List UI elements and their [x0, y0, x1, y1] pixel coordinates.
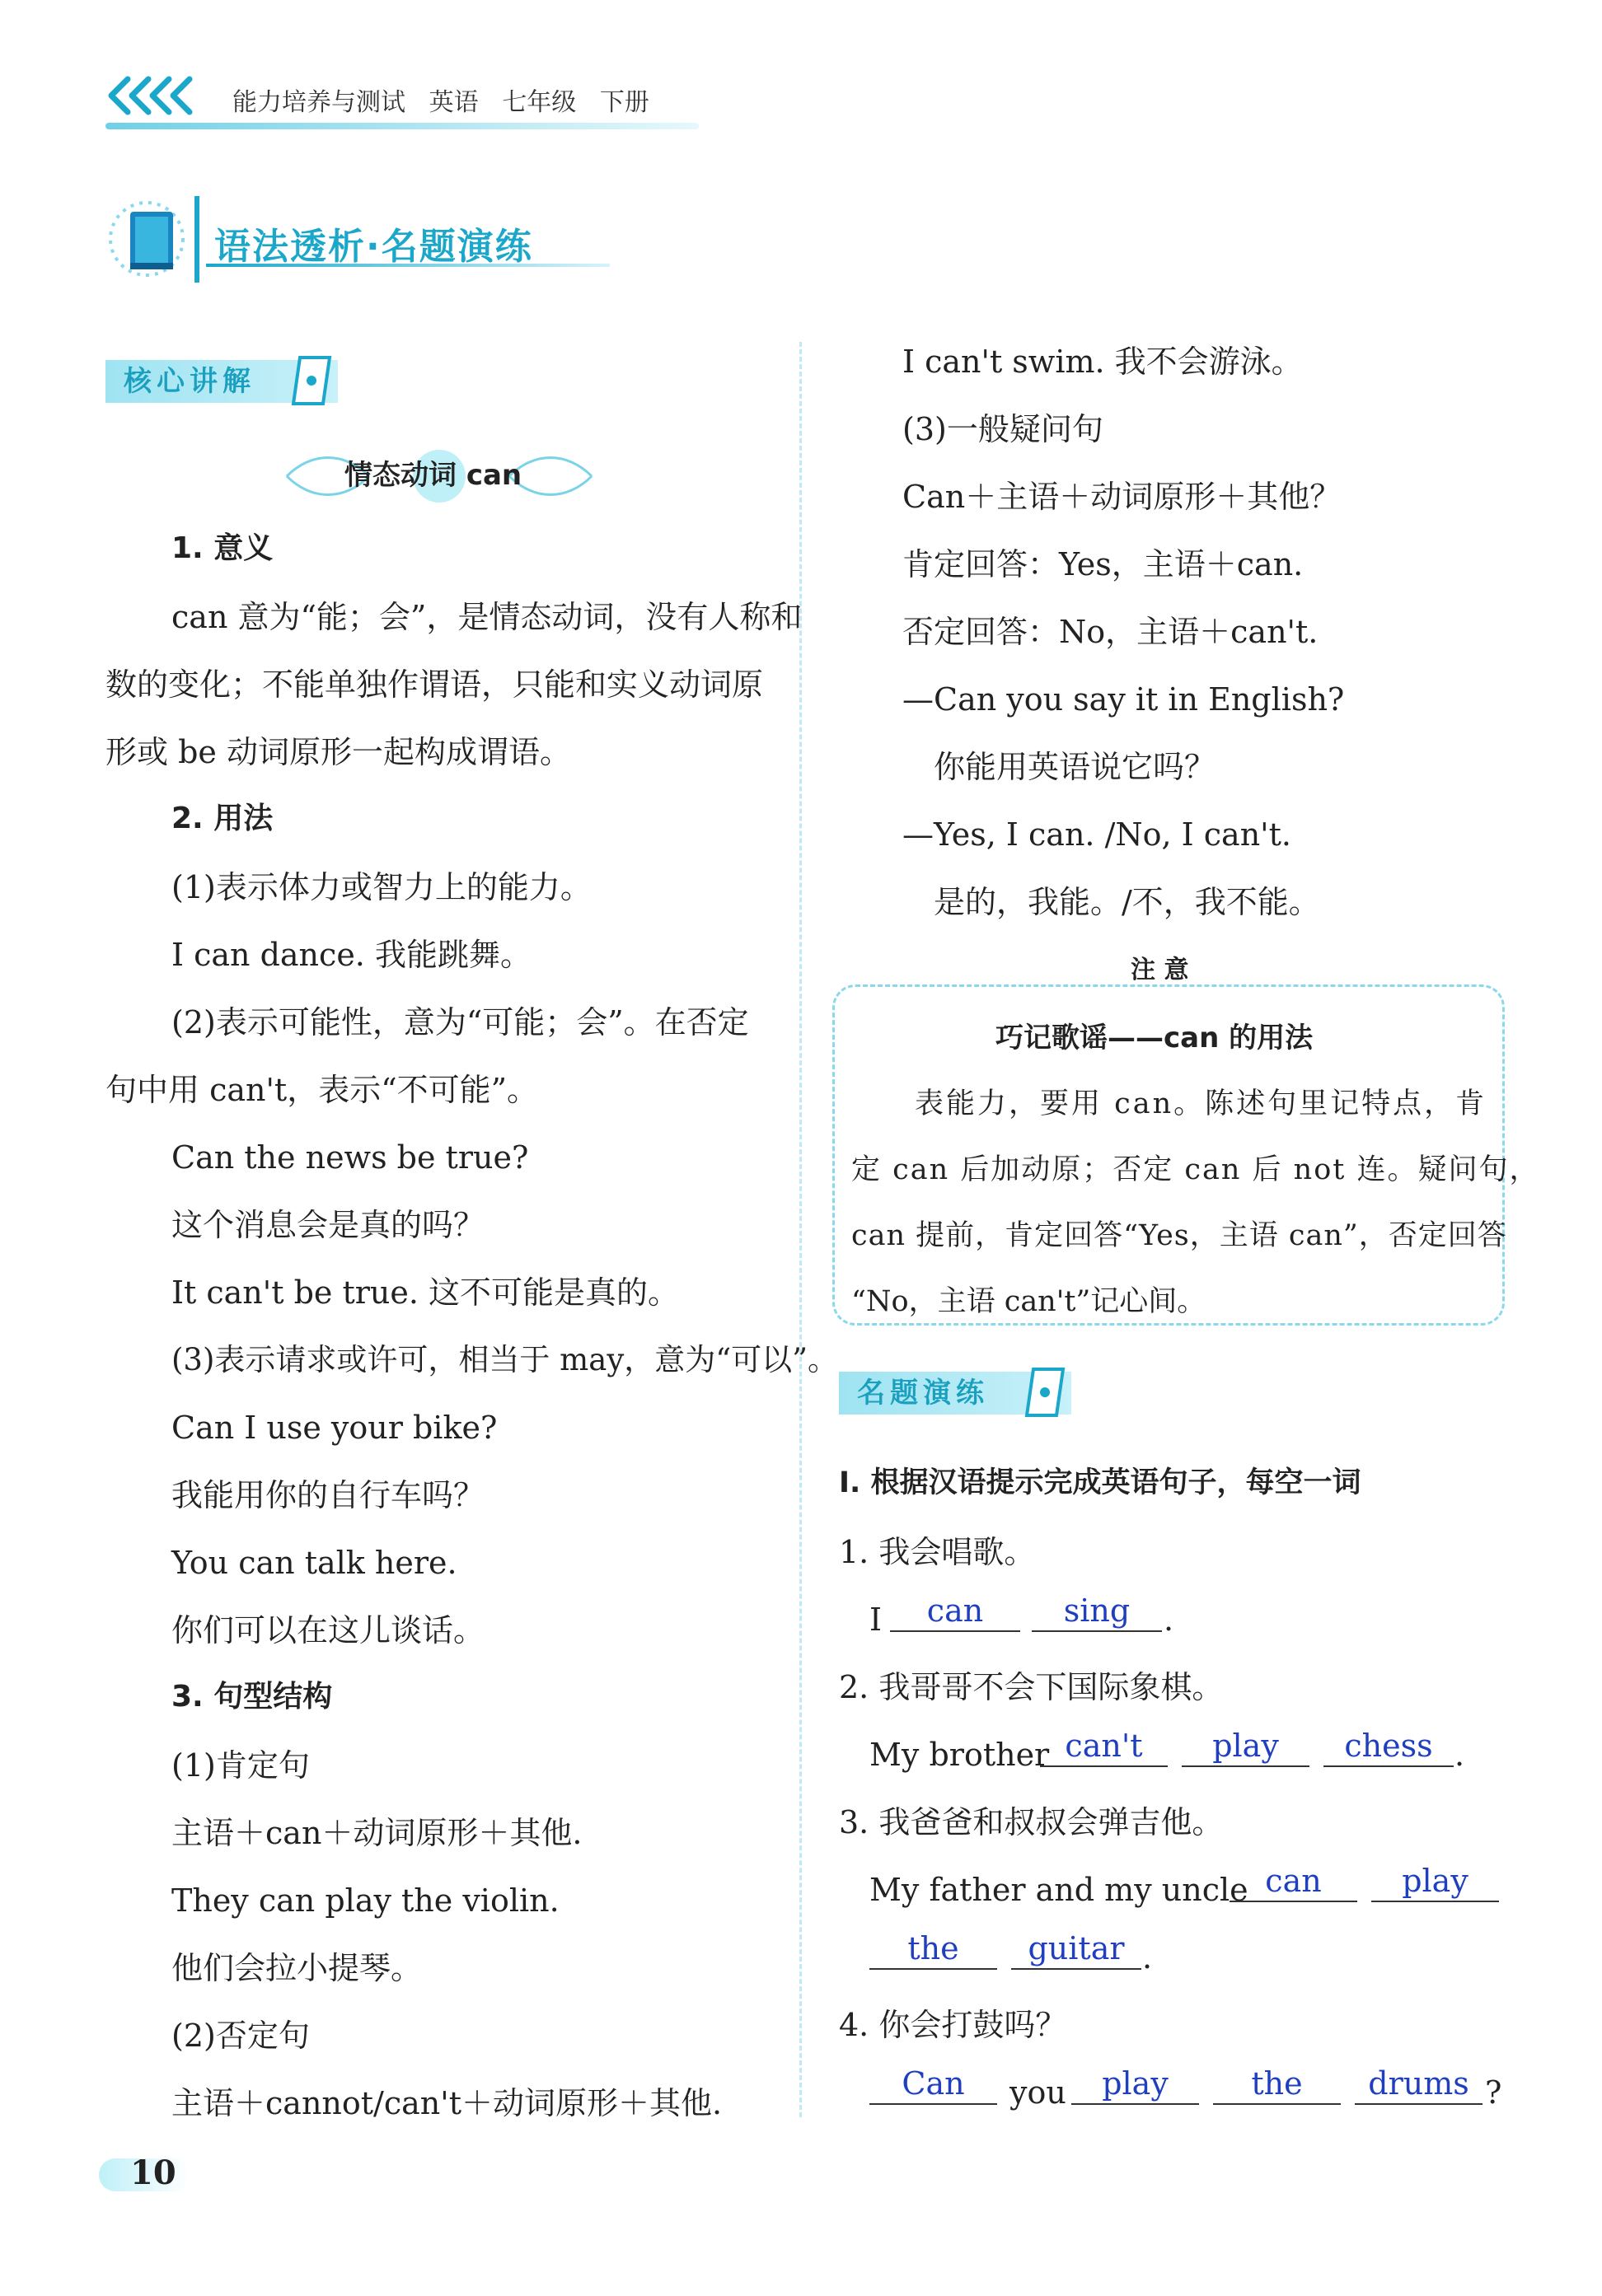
usage-2-line-2: 句中用 can't，表示“不可能”。 — [105, 1072, 539, 1108]
usage-3: (3)表示请求或许可，相当于 may，意为“可以”。 — [171, 1342, 839, 1377]
q4-blank-1[interactable]: Can — [869, 2067, 997, 2105]
structure-1-example-2: 他们会拉小提琴。 — [171, 1950, 423, 1986]
q1-blank-1[interactable]: can — [890, 1594, 1020, 1632]
note-title: 巧记歌谣——can 的用法 — [995, 1022, 1314, 1054]
section-title: 语法透析·名题演练 — [214, 226, 533, 268]
q3-blank-1[interactable]: can — [1230, 1864, 1357, 1902]
header-chevrons-icon — [103, 72, 210, 122]
grade: 七年级 — [502, 88, 577, 117]
dialog-answer: —Yes, I can. /No, I can't. — [902, 816, 1291, 853]
note-label: 注 意 — [1131, 956, 1189, 984]
q1-prompt: 1. 我会唱歌。 — [839, 1534, 1036, 1570]
book-title: 能力培养与测试 — [232, 88, 405, 117]
note-line-1: 表能力，要用 can。陈述句里记特点，肯 — [915, 1087, 1487, 1120]
usage-3-example-1: Can I use your bike? — [171, 1410, 498, 1446]
q2-prompt: 2. 我哥哥不会下国际象棋。 — [839, 1669, 1224, 1705]
q3-blank-4[interactable]: guitar — [1011, 1932, 1141, 1970]
tag-bookmark-icon — [288, 354, 335, 410]
q4-prompt: 4. 你会打鼓吗？ — [839, 2007, 1067, 2043]
topic-title: 情态动词 can — [344, 459, 522, 492]
question-heading: (3)一般疑问句 — [902, 411, 1103, 447]
q4-blank-2[interactable]: play — [1071, 2067, 1199, 2105]
positive-answer: 肯定回答：Yes，主语＋can. — [902, 546, 1304, 582]
q4-middle: you — [1009, 2074, 1066, 2111]
usage-2-example-1: Can the news be true? — [171, 1139, 529, 1176]
question-formula: Can＋主语＋动词原形＋其他？ — [902, 479, 1342, 515]
subject: 英语 — [429, 88, 479, 117]
usage-3-example-3: You can talk here. — [171, 1545, 457, 1581]
core-explanation-label: 核心讲解 — [124, 365, 255, 398]
page-number: 10 — [130, 2153, 176, 2192]
q2-prefix: My brother — [869, 1737, 1050, 1773]
heading-meaning: 1. 意义 — [171, 531, 274, 565]
usage-2-line-1: (2)表示可能性，意为“可能；会”。在否定 — [171, 1004, 749, 1040]
q4-question-mark: ? — [1485, 2074, 1502, 2111]
usage-3-example-4: 你们可以在这儿谈话。 — [171, 1612, 485, 1648]
book-icon — [105, 194, 196, 288]
q3-blank-3[interactable]: the — [869, 1932, 997, 1970]
meaning-line-3: 形或 be 动词原形一起构成谓语。 — [105, 734, 571, 770]
header-title — [232, 82, 649, 118]
q4-blank-3[interactable]: the — [1213, 2067, 1341, 2105]
q3-blank-2[interactable]: play — [1371, 1864, 1499, 1902]
q2-period: . — [1454, 1737, 1465, 1773]
note-line-3: can 提前，肯定回答“Yes，主语 can”，否定回答 — [851, 1219, 1507, 1252]
q2-blank-1[interactable]: can't — [1040, 1729, 1168, 1767]
note-line-4: “No，主语 can't”记心间。 — [851, 1285, 1206, 1318]
negative-answer: 否定回答：No，主语＋can't. — [902, 614, 1319, 650]
structure-1: (1)肯定句 — [171, 1747, 310, 1784]
header-rule — [105, 123, 699, 129]
volume: 下册 — [599, 88, 649, 117]
usage-1-example: I can dance. 我能跳舞。 — [171, 937, 532, 973]
banner-divider — [194, 196, 199, 283]
usage-2-example-2: 这个消息会是真的吗？ — [171, 1207, 485, 1243]
neg-example: I can't swim. 我不会游泳。 — [902, 344, 1303, 380]
heading-structure: 3. 句型结构 — [171, 1680, 333, 1714]
note-line-2: 定 can 后加动原；否定 can 后 not 连。疑问句， — [851, 1153, 1540, 1186]
q2-blank-2[interactable]: play — [1182, 1729, 1309, 1767]
usage-3-example-2: 我能用你的自行车吗？ — [171, 1477, 485, 1513]
usage-1: (1)表示体力或智力上的能力。 — [171, 869, 592, 905]
exercise-label: 名题演练 — [857, 1377, 989, 1410]
q3-prompt: 3. 我爸爸和叔叔会弹吉他。 — [839, 1804, 1224, 1840]
meaning-line-1: can 意为“能；会”，是情态动词，没有人称和 — [171, 599, 803, 635]
exercise-bookmark-icon — [1022, 1366, 1068, 1422]
q2-blank-3[interactable]: chess — [1323, 1729, 1454, 1767]
meaning-line-2: 数的变化；不能单独作谓语，只能和实义动词原 — [105, 666, 764, 703]
dialog-question: —Can you say it in English? — [902, 681, 1345, 718]
q1-blank-2[interactable]: sing — [1032, 1594, 1162, 1632]
structure-2: (2)否定句 — [171, 2018, 310, 2054]
q3-period: . — [1142, 1939, 1153, 1976]
usage-2-example-3: It can't be true. 这不可能是真的。 — [171, 1274, 680, 1311]
dialog-answer-cn: 是的，我能。/不，我不能。 — [934, 884, 1320, 920]
exercise-title: Ⅰ. 根据汉语提示完成英语句子，每空一词 — [839, 1466, 1361, 1499]
heading-usage: 2. 用法 — [171, 802, 274, 835]
structure-1-example-1: They can play the violin. — [171, 1882, 560, 1919]
q3-prefix: My father and my uncle — [869, 1872, 1248, 1908]
q1-period: . — [1164, 1602, 1174, 1638]
q1-prefix: I — [869, 1602, 883, 1638]
structure-1-formula: 主语＋can＋动词原形＋其他. — [171, 1815, 583, 1851]
dialog-question-cn: 你能用英语说它吗？ — [934, 749, 1216, 785]
q4-blank-4[interactable]: drums — [1355, 2067, 1483, 2105]
structure-2-formula: 主语＋cannot/can't＋动词原形＋其他. — [171, 2085, 723, 2121]
